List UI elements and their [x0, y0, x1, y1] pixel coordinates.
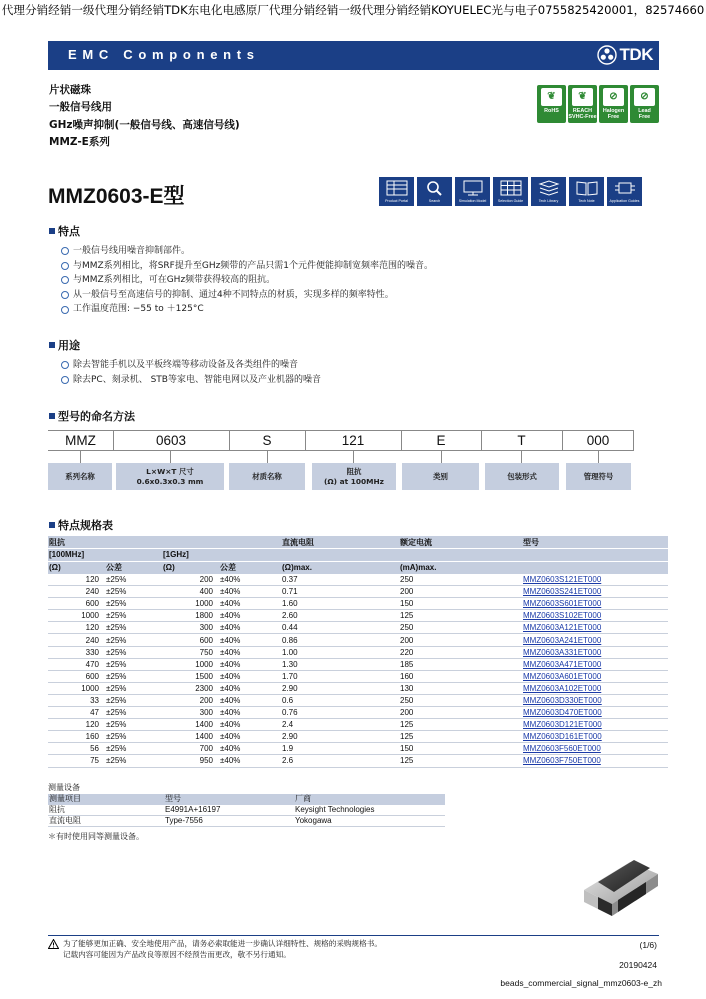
naming-divider	[305, 430, 306, 451]
heading-square-icon	[49, 413, 55, 419]
naming-label-series: 系列名称	[48, 463, 112, 490]
bullet-circle-icon	[61, 247, 69, 255]
naming-connector	[441, 451, 442, 463]
part-number-link[interactable]: MMZ0603F750ET000	[523, 756, 601, 766]
footer-divider	[48, 935, 659, 936]
tdk-logo	[597, 45, 653, 65]
table-row	[48, 743, 668, 755]
table-cell: 33	[48, 694, 105, 706]
chip-bead-image	[578, 848, 664, 920]
tech-note-link[interactable]: Tech Note	[569, 177, 604, 206]
subtitle-line: GHz噪声抑制(一般信号线、高速信号线)	[49, 118, 240, 131]
subtitle-line: 一般信号线用	[49, 101, 112, 114]
part-number-cell[interactable]	[522, 586, 668, 598]
table-cell: ±40%	[219, 598, 281, 610]
naming-label-category: 类别	[402, 463, 479, 490]
footer-note-line: 为了能够更加正确、安全地使用产品，请务必索取能进一步确认详细特性、规格的采购规格书。	[63, 939, 382, 948]
table-row	[48, 622, 668, 634]
part-number-cell[interactable]	[522, 598, 668, 610]
naming-divider	[481, 430, 482, 451]
naming-label-size: L×W×T 尺寸 0.6x0.3x0.3 mm	[116, 463, 224, 490]
table-cell: ±40%	[219, 634, 281, 646]
table-cell: 0.86	[281, 634, 399, 646]
table-cell: ±40%	[219, 682, 281, 694]
part-number-link[interactable]: MMZ0603A331ET000	[523, 647, 602, 657]
part-number-cell[interactable]	[522, 731, 668, 743]
table-row	[48, 598, 668, 610]
part-number-link[interactable]: MMZ0603D121ET000	[523, 720, 602, 730]
table-row	[48, 694, 668, 706]
table-cell: 1000	[48, 682, 105, 694]
table-cell: 750	[162, 646, 219, 658]
application-guides-link[interactable]: Application Guides	[607, 177, 642, 206]
table-row	[48, 610, 668, 622]
table-cell: ±25%	[105, 707, 162, 719]
table-cell: 1400	[162, 731, 219, 743]
table-cell: ±25%	[105, 731, 162, 743]
warning-icon	[48, 939, 59, 949]
naming-connector	[170, 451, 171, 463]
table-cell: ±25%	[105, 670, 162, 682]
table-row: 阻抗 E4991A+16197 Keysight Technologies	[48, 805, 445, 816]
part-number-link[interactable]: MMZ0603D470ET000	[523, 708, 602, 718]
naming-code-material: S	[229, 430, 305, 451]
reach-badge: ❦ REACH SVHC-Free	[568, 85, 597, 123]
table-cell: ±25%	[105, 658, 162, 670]
lead-free-badge: ⊘ Lead Free	[630, 85, 659, 123]
applications-heading: 用途	[49, 337, 80, 353]
table-cell: 2.90	[281, 731, 399, 743]
rohs-badge: ❦ RoHS	[537, 85, 566, 123]
header-title: EMC Components	[68, 47, 260, 62]
naming-divider	[633, 430, 634, 451]
header-bar	[48, 41, 659, 70]
stack-icon	[537, 179, 561, 197]
table-cell: 2.60	[281, 610, 399, 622]
tech-library-link[interactable]: Tech Library	[531, 177, 566, 206]
table-header-row: 测量项目 型号 厂商	[48, 794, 445, 805]
naming-connector	[80, 451, 81, 463]
table-row	[48, 731, 668, 743]
table-cell: ±25%	[105, 586, 162, 598]
table-cell: 1.60	[281, 598, 399, 610]
part-number-cell[interactable]	[522, 707, 668, 719]
list-item: 与MMZ系列相比，将SRF提升至GHz频带的产品只需1个元件便能抑制宽频率范围的噪音。	[61, 259, 433, 274]
table-cell: ±40%	[219, 755, 281, 767]
part-number-cell[interactable]	[522, 658, 668, 670]
bullet-circle-icon	[61, 262, 69, 270]
table-cell: 600	[48, 670, 105, 682]
table-cell: ±25%	[105, 598, 162, 610]
table-cell: 1000	[48, 610, 105, 622]
part-number-link[interactable]: MMZ0603A121ET000	[523, 623, 602, 633]
part-number-cell[interactable]	[522, 682, 668, 694]
list-item: 除去PC、刻录机、 STB等家电、智能电网以及产业机器的噪音	[61, 373, 321, 388]
list-item: 除去智能手机以及平板终端等移动设备及各类组件的噪音	[61, 358, 321, 373]
subtitle-line: 片状磁珠	[49, 84, 91, 96]
table-icon	[499, 179, 523, 197]
naming-label-impedance: 阻抗 (Ω) at 100MHz	[312, 463, 396, 490]
spec-heading: 特点规格表	[49, 517, 113, 533]
table-cell: 240	[48, 634, 105, 646]
table-cell: 200	[399, 707, 522, 719]
spec-table	[48, 536, 668, 768]
product-subtitles	[49, 82, 240, 151]
naming-divider	[113, 430, 114, 451]
table-cell: ±25%	[105, 610, 162, 622]
table-row	[48, 755, 668, 767]
part-number-link[interactable]: MMZ0603S102ET000	[523, 611, 602, 621]
table-cell: 160	[399, 670, 522, 682]
monitor-icon	[461, 179, 485, 197]
table-cell: 150	[399, 743, 522, 755]
part-number-link[interactable]: MMZ0603A102ET000	[523, 683, 602, 693]
table-cell: 120	[48, 574, 105, 586]
part-number-cell[interactable]	[522, 646, 668, 658]
naming-heading: 型号的命名方法	[49, 408, 135, 424]
table-row	[48, 707, 668, 719]
page-title: MMZ0603-E型	[48, 185, 185, 208]
halogen-icon: ⊘	[603, 88, 624, 106]
table-cell: 2300	[162, 682, 219, 694]
table-cell: 0.76	[281, 707, 399, 719]
table-cell: ±25%	[105, 694, 162, 706]
table-row	[48, 586, 668, 598]
table-cell: 200	[399, 634, 522, 646]
table-cell: 47	[48, 707, 105, 719]
naming-connector	[521, 451, 522, 463]
table-cell: 250	[399, 574, 522, 586]
measurement-note: ＊有时使用同等测量设备。	[48, 832, 144, 841]
bullet-circle-icon	[61, 291, 69, 299]
simulation-model-link[interactable]: Simulation Model	[455, 177, 490, 206]
table-header-row: [100MHz] [1GHz]	[48, 549, 668, 562]
tdk-logo-text: TDK	[619, 45, 653, 64]
lead-icon: ⊘	[634, 88, 655, 106]
selection-guide-link[interactable]: Selection Guide	[493, 177, 528, 206]
part-number-link[interactable]: MMZ0603D161ET000	[523, 732, 602, 742]
table-cell: 2.4	[281, 719, 399, 731]
bullet-circle-icon	[61, 376, 69, 384]
table-cell: 120	[48, 719, 105, 731]
bullet-circle-icon	[61, 306, 69, 314]
naming-divider	[401, 430, 402, 451]
table-cell: 1.00	[281, 646, 399, 658]
table-cell: 125	[399, 731, 522, 743]
table-cell: 0.6	[281, 694, 399, 706]
table-cell: 1.70	[281, 670, 399, 682]
table-cell: 200	[399, 586, 522, 598]
table-cell: 56	[48, 743, 105, 755]
part-number-cell[interactable]	[522, 694, 668, 706]
table-row	[48, 574, 668, 586]
heading-square-icon	[49, 522, 55, 528]
table-cell: ±40%	[219, 646, 281, 658]
naming-divider	[562, 430, 563, 451]
naming-divider	[229, 430, 230, 451]
document-filename: beads_commercial_signal_mmz0603-e_zh	[500, 978, 662, 988]
measurement-table	[48, 794, 445, 827]
naming-connector	[267, 451, 268, 463]
table-header-row: 阻抗 直流电阻 额定电流 型号	[48, 536, 668, 549]
table-cell: ±40%	[219, 586, 281, 598]
table-cell: 1800	[162, 610, 219, 622]
table-row	[48, 646, 668, 658]
part-number-link[interactable]: MMZ0603S601ET000	[523, 599, 602, 609]
chip-icon	[613, 179, 637, 197]
table-cell: 0.71	[281, 586, 399, 598]
table-cell: ±40%	[219, 670, 281, 682]
table-cell: 250	[399, 622, 522, 634]
table-cell: 400	[162, 586, 219, 598]
top-banner: 代理分销经销一级代理分销经销TDK东电化电感原厂代理分销经销一级代理分销经销KOYUELEC光与电子0755825420001，82574660	[1, 3, 705, 17]
table-cell: 1000	[162, 658, 219, 670]
page-number: (1/6)	[639, 940, 657, 950]
table-cell: 250	[399, 694, 522, 706]
leaf-icon: ❦	[541, 88, 562, 106]
table-cell: 125	[399, 610, 522, 622]
table-row	[48, 719, 668, 731]
table-cell: ±25%	[105, 622, 162, 634]
bullet-circle-icon	[61, 361, 69, 369]
part-number-cell[interactable]	[522, 755, 668, 767]
part-number-link[interactable]: MMZ0603S121ET000	[523, 574, 602, 584]
naming-label-packaging: 包装形式	[485, 463, 559, 490]
table-cell: 220	[399, 646, 522, 658]
table-cell: 240	[48, 586, 105, 598]
table-cell: 330	[48, 646, 105, 658]
table-cell: ±40%	[219, 743, 281, 755]
part-number-link[interactable]: MMZ0603A471ET000	[523, 659, 602, 669]
features-list	[61, 244, 433, 317]
part-number-link[interactable]: MMZ0603S241ET000	[523, 587, 602, 597]
applications-list	[61, 358, 321, 387]
footer-note	[48, 939, 382, 960]
table-header-row: (Ω) 公差 (Ω) 公差 (Ω)max. (mA)max.	[48, 561, 668, 574]
table-cell: 1.30	[281, 658, 399, 670]
part-number-link[interactable]: MMZ0603D330ET000	[523, 695, 602, 705]
table-row	[48, 658, 668, 670]
search-icon	[423, 179, 447, 197]
table-cell: ±25%	[105, 682, 162, 694]
naming-label-internal: 管理符号	[566, 463, 631, 490]
table-cell: ±25%	[105, 743, 162, 755]
table-cell: ±40%	[219, 574, 281, 586]
part-number-cell[interactable]	[522, 719, 668, 731]
table-row	[48, 670, 668, 682]
naming-code-series: MMZ	[48, 430, 113, 451]
heading-square-icon	[49, 228, 55, 234]
table-cell: ±40%	[219, 694, 281, 706]
table-cell: 125	[399, 719, 522, 731]
heading-square-icon	[49, 342, 55, 348]
table-cell: 130	[399, 682, 522, 694]
naming-code-category: E	[401, 430, 481, 451]
naming-connector	[353, 451, 354, 463]
search-link[interactable]: Search	[417, 177, 452, 206]
list-item: 一般信号线用噪音抑制部件。	[61, 244, 433, 259]
table-row: 直流电阻 Type-7556 Yokogawa	[48, 815, 445, 826]
tdk-logo-icon	[597, 45, 617, 65]
table-cell: 470	[48, 658, 105, 670]
table-cell: ±40%	[219, 719, 281, 731]
naming-code-internal: 000	[562, 430, 634, 451]
leaf-icon: ❦	[572, 88, 593, 106]
measurement-title: 测量设备	[48, 783, 80, 792]
table-row	[48, 682, 668, 694]
table-cell: 200	[162, 574, 219, 586]
part-number-cell[interactable]	[522, 622, 668, 634]
part-number-cell[interactable]	[522, 743, 668, 755]
features-heading: 特点	[49, 223, 80, 239]
table-cell: ±40%	[219, 731, 281, 743]
footer-note-line: 记载内容可能因为产品改良等原因不经预告而更改，敬不另行通知。	[63, 949, 291, 959]
table-cell: 120	[48, 622, 105, 634]
part-number-link[interactable]: MMZ0603F560ET000	[523, 744, 601, 754]
compliance-badges	[537, 85, 659, 123]
table-cell: 1000	[162, 598, 219, 610]
table-cell: 0.44	[281, 622, 399, 634]
table-cell: 2.6	[281, 755, 399, 767]
table-cell: ±25%	[105, 574, 162, 586]
table-cell: 75	[48, 755, 105, 767]
part-number-cell[interactable]	[522, 634, 668, 646]
table-cell: 125	[399, 755, 522, 767]
naming-code-packaging: T	[481, 430, 562, 451]
table-cell: 160	[48, 731, 105, 743]
naming-code-size: 0603	[113, 430, 229, 451]
subtitle-line: MMZ-E系列	[49, 135, 110, 148]
table-cell: 185	[399, 658, 522, 670]
table-cell: 1400	[162, 719, 219, 731]
halogen-free-badge: ⊘ Halogen Free	[599, 85, 628, 123]
table-cell: ±25%	[105, 719, 162, 731]
table-cell: 1500	[162, 670, 219, 682]
bullet-circle-icon	[61, 276, 69, 284]
table-cell: ±25%	[105, 646, 162, 658]
table-cell: 950	[162, 755, 219, 767]
table-cell: 200	[162, 694, 219, 706]
part-number-link[interactable]: MMZ0603A601ET000	[523, 671, 602, 681]
table-cell: 1.9	[281, 743, 399, 755]
table-cell: 600	[48, 598, 105, 610]
list-item: 工作温度范围: −55 to ＋125°C	[61, 302, 433, 317]
table-cell: 0.37	[281, 574, 399, 586]
table-cell: ±40%	[219, 622, 281, 634]
table-cell: ±25%	[105, 755, 162, 767]
naming-connector	[598, 451, 599, 463]
table-cell: 150	[399, 598, 522, 610]
document-date: 20190424	[619, 960, 657, 970]
table-cell: 2.90	[281, 682, 399, 694]
naming-code-impedance: 121	[305, 430, 401, 451]
table-row	[48, 634, 668, 646]
grid-icon	[385, 179, 409, 197]
table-cell: 700	[162, 743, 219, 755]
table-cell: ±25%	[105, 634, 162, 646]
table-cell: ±40%	[219, 707, 281, 719]
part-number-link[interactable]: MMZ0603A241ET000	[523, 635, 602, 645]
part-number-cell[interactable]	[522, 670, 668, 682]
part-number-cell[interactable]	[522, 610, 668, 622]
product-portal-link[interactable]: Product Portal	[379, 177, 414, 206]
part-number-cell[interactable]	[522, 574, 668, 586]
table-cell: 300	[162, 707, 219, 719]
list-item: 从一般信号至高速信号的抑制、通过4种不同特点的材质，实现多样的频率特性。	[61, 288, 433, 303]
table-cell: 600	[162, 634, 219, 646]
table-cell: 300	[162, 622, 219, 634]
tool-links	[379, 177, 642, 206]
naming-label-material: 材质名称	[229, 463, 305, 490]
list-item: 与MMZ系列相比，可在GHz频带获得较高的阻抗。	[61, 273, 433, 288]
book-icon	[575, 179, 599, 197]
table-cell: ±40%	[219, 658, 281, 670]
table-cell: ±40%	[219, 610, 281, 622]
